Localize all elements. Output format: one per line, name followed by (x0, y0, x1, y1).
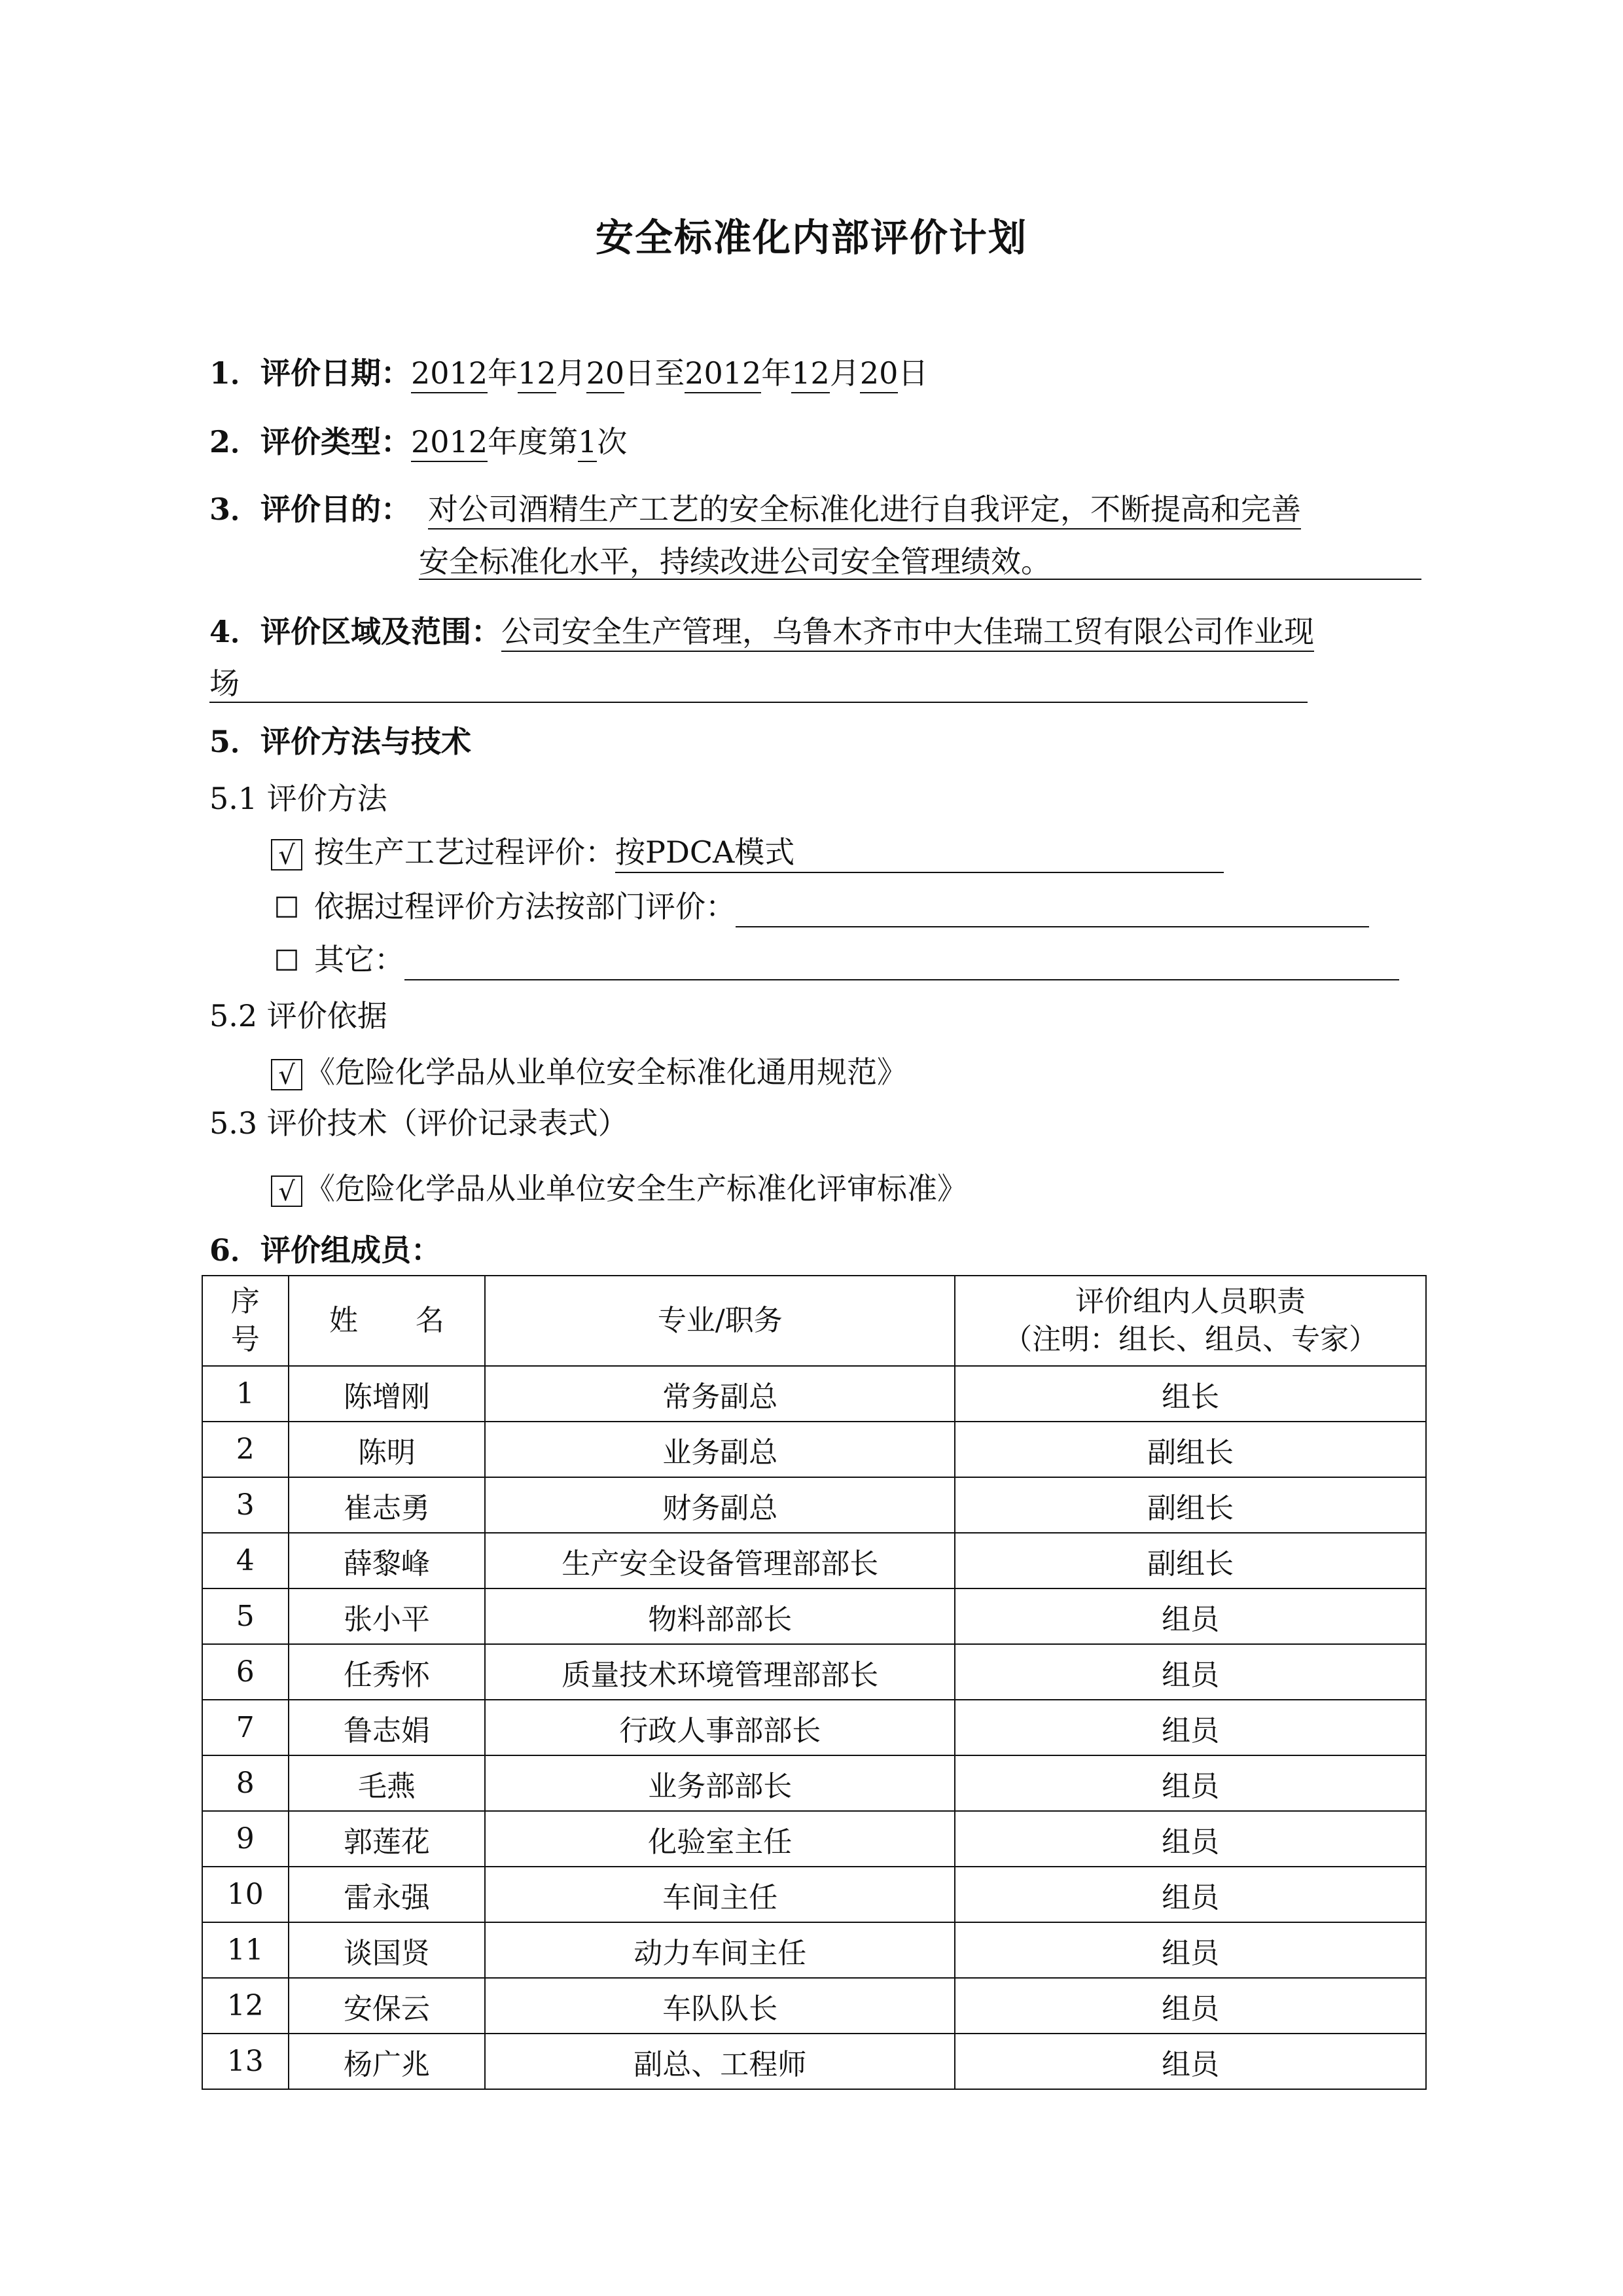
cell-post: 常务副总 (485, 1366, 955, 1422)
cell-post: 化验室主任 (485, 1811, 955, 1867)
cell-post: 业务副总 (485, 1422, 955, 1477)
table-row (202, 1922, 1426, 1978)
cell-post: 财务副总 (485, 1477, 955, 1533)
header-post: 专业/职务 (485, 1276, 955, 1366)
checkbox-unchecked[interactable]: ☐ (274, 891, 300, 925)
section-5-3-heading: 5.3 评价技术（评价记录表式） (209, 1105, 628, 1141)
start-day: 20 (586, 355, 625, 393)
header-role: 评价组内人员职责 （注明：组长、组员、专家） (955, 1276, 1426, 1366)
cell-role: 组员 (955, 1978, 1426, 2034)
checkbox-checked[interactable]: √ (271, 839, 302, 870)
end-day: 20 (860, 355, 899, 393)
cell-role: 组员 (955, 2034, 1426, 2089)
checkbox-checked[interactable]: √ (271, 1059, 302, 1090)
cell-name: 薛黎峰 (289, 1533, 486, 1588)
cell-role: 副组长 (955, 1422, 1426, 1477)
underline (419, 579, 1421, 580)
cell-role: 副组长 (955, 1533, 1426, 1588)
item-evaluation-type: 2．评价类型：2012年度第1次 (209, 422, 627, 461)
start-year: 2012 (411, 355, 488, 393)
item-evaluation-purpose: 3．评价目的： 对公司酒精生产工艺的安全标准化进行自我评定，不断提高和完善 (209, 490, 1301, 529)
cell-name: 陈增刚 (289, 1366, 486, 1422)
table-header-row (202, 1276, 1426, 1366)
page-title: 安全标准化内部评价计划 (595, 215, 1027, 260)
cell-role: 组长 (955, 1366, 1426, 1422)
method-option-department: ☐ 依据过程评价方法按部门评价： (271, 887, 1369, 927)
table-row (202, 1422, 1426, 1477)
cell-post: 生产安全设备管理部部长 (485, 1533, 955, 1588)
evaluation-type-label: 评价类型： (260, 424, 412, 459)
cell-name: 谈国贤 (289, 1922, 486, 1978)
cell-post: 质量技术环境管理部部长 (485, 1644, 955, 1700)
cell-name: 杨广兆 (289, 2034, 486, 2089)
table-row (202, 1588, 1426, 1644)
cell-no: 11 (202, 1922, 289, 1978)
item-evaluation-date: 1．评价日期：2012年12月20日至2012年12月20日 (209, 353, 928, 393)
cell-role: 组员 (955, 1755, 1426, 1811)
cell-role: 组员 (955, 1811, 1426, 1867)
table-row (202, 1811, 1426, 1867)
cell-post: 动力车间主任 (485, 1922, 955, 1978)
table-row (202, 2034, 1426, 2089)
cell-no: 5 (202, 1588, 289, 1644)
cell-post: 副总、工程师 (485, 2034, 955, 2089)
cell-role: 组员 (955, 1588, 1426, 1644)
cell-post: 车队队长 (485, 1978, 955, 2034)
table-row (202, 1644, 1426, 1700)
cell-no: 7 (202, 1700, 289, 1755)
evaluation-scope-line1: 公司安全生产管理，乌鲁木齐市中大佳瑞工贸有限公司作业现 (501, 614, 1314, 652)
cell-no: 10 (202, 1867, 289, 1922)
cell-post: 业务部部长 (485, 1755, 955, 1811)
cell-name: 郭莲花 (289, 1811, 486, 1867)
evaluation-date-label: 评价日期： (260, 355, 412, 391)
evaluation-scope-line2: 场 (209, 666, 240, 701)
technique-option: √ 《危险化学品从业单位安全生产标准化评审标准》 (271, 1169, 967, 1208)
cell-no: 3 (202, 1477, 289, 1533)
section-5-2-heading: 5.2 评价依据 (209, 998, 387, 1033)
table-row (202, 1700, 1426, 1755)
cell-role: 组员 (955, 1700, 1426, 1755)
end-month: 12 (791, 355, 830, 393)
checkbox-checked[interactable]: √ (271, 1175, 302, 1207)
table-row (202, 1867, 1426, 1922)
cell-role: 副组长 (955, 1477, 1426, 1533)
underline (209, 702, 1308, 703)
cell-no: 2 (202, 1422, 289, 1477)
cell-no: 13 (202, 2034, 289, 2089)
start-month: 12 (518, 355, 556, 393)
checkbox-unchecked[interactable]: ☐ (274, 944, 300, 978)
cell-no: 1 (202, 1366, 289, 1422)
cell-role: 组员 (955, 1922, 1426, 1978)
cell-name: 雷永强 (289, 1867, 486, 1922)
table-row (202, 1533, 1426, 1588)
cell-name: 鲁志娟 (289, 1700, 486, 1755)
evaluation-scope-label: 评价区域及范围： (260, 614, 502, 649)
method-option-process: √ 按生产工艺过程评价：按PDCA模式 (271, 833, 1224, 873)
evaluation-purpose-line2: 安全标准化水平，持续改进公司安全管理绩效。 (419, 544, 1051, 579)
cell-name: 毛燕 (289, 1755, 486, 1811)
cell-name: 张小平 (289, 1588, 486, 1644)
end-year: 2012 (685, 355, 761, 393)
table-row (202, 1477, 1426, 1533)
item-evaluation-scope: 4．评价区域及范围：公司安全生产管理，乌鲁木齐市中大佳瑞工贸有限公司作业现 (209, 612, 1314, 651)
cell-name: 任秀怀 (289, 1644, 486, 1700)
basis-option: √ 《危险化学品从业单位安全标准化通用规范》 (271, 1052, 907, 1092)
method-option-value: 按PDCA模式 (615, 834, 795, 870)
evaluation-purpose-label: 评价目的： (260, 492, 412, 527)
members-table (202, 1275, 1427, 2090)
item-methods: 5．评价方法与技术 (209, 724, 472, 759)
section-5-1-heading: 5.1 评价方法 (209, 781, 387, 816)
evaluation-purpose-line1: 对公司酒精生产工艺的安全标准化进行自我评定，不断提高和完善 (428, 492, 1301, 529)
cell-no: 4 (202, 1533, 289, 1588)
cell-name: 崔志勇 (289, 1477, 486, 1533)
evaluation-type-year: 2012 (411, 424, 488, 462)
table-row (202, 1755, 1426, 1811)
table-row (202, 1366, 1426, 1422)
cell-no: 12 (202, 1978, 289, 2034)
cell-no: 9 (202, 1811, 289, 1867)
item-members: 6．评价组成员： (209, 1232, 442, 1268)
evaluation-type-count: 1 (578, 424, 597, 462)
cell-post: 车间主任 (485, 1867, 955, 1922)
cell-no: 6 (202, 1644, 289, 1700)
header-name: 姓 名 (289, 1276, 486, 1366)
cell-role: 组员 (955, 1867, 1426, 1922)
method-option-other: ☐ 其它： (271, 940, 1399, 980)
cell-post: 物料部部长 (485, 1588, 955, 1644)
cell-name: 安保云 (289, 1978, 486, 2034)
header-no: 序 号 (202, 1276, 289, 1366)
cell-name: 陈明 (289, 1422, 486, 1477)
cell-role: 组员 (955, 1644, 1426, 1700)
table-row (202, 1978, 1426, 2034)
cell-post: 行政人事部部长 (485, 1700, 955, 1755)
cell-no: 8 (202, 1755, 289, 1811)
